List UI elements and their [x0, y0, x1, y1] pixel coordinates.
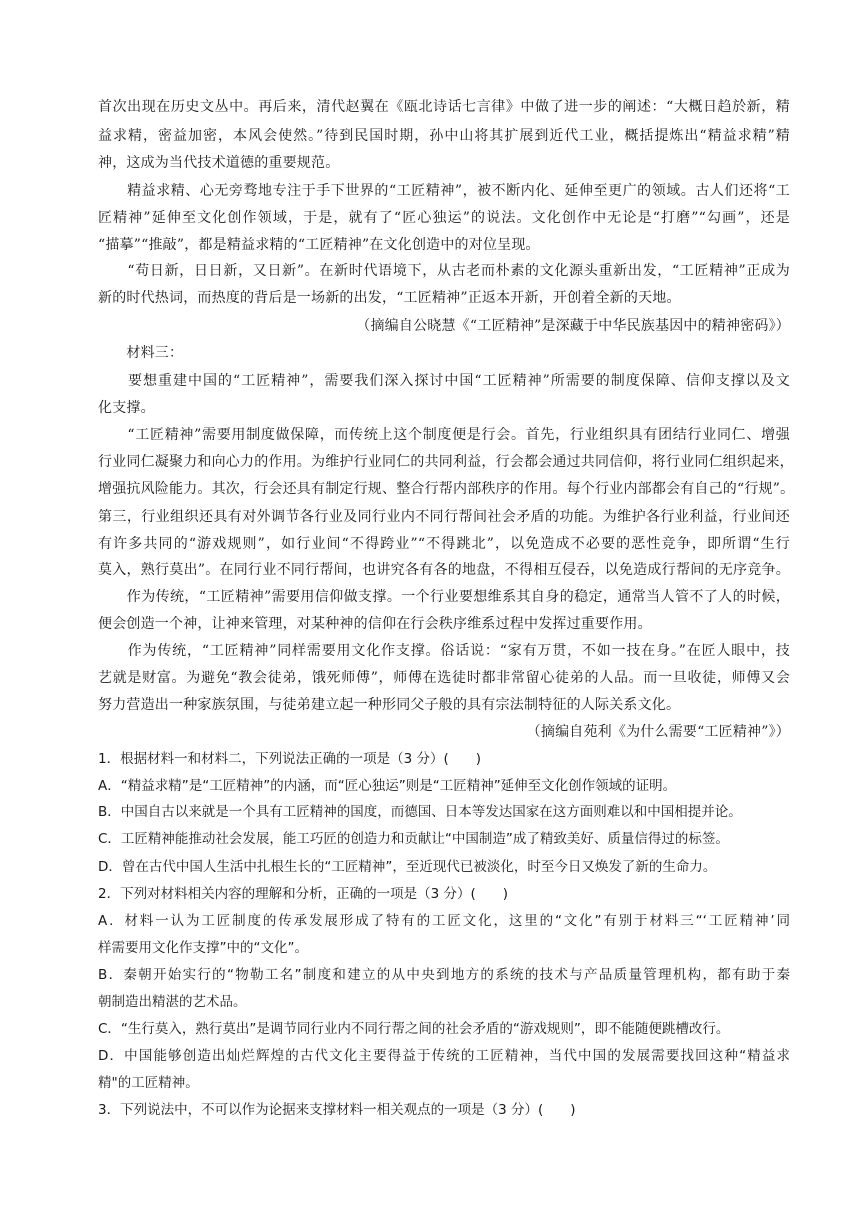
text-line: 行业同仁凝聚力和向心力的作用。为维护行业同仁的共同利益，行会都会通过共同信仰，将行业同仁组织起来， — [98, 454, 794, 470]
text-line: 艺就是财富。为避免“教会徒弟，饿死师傅”，师傅在选徒时都非常留心徒弟的人品。而一旦收徒，师傅又会 — [98, 670, 790, 686]
source-citation: （摘编自公晓慧《“工匠精神”是深藏于中华民族基因中的精神密码》） — [356, 318, 790, 334]
text-line: 作为传统，“工匠精神”需要用信仰做支撑。一个行业要想维系其自身的稳定，通常当人管不了人的时候， — [98, 589, 790, 605]
source-citation: （摘编自苑利《为什么需要“工匠精神”》） — [526, 724, 790, 740]
text-line: 努力营造出一种家族氛围，与徒弟建立起一种形同父子般的具有宗法制特征的人际关系文化。 — [98, 697, 681, 713]
option-d[interactable]: D．中国能够创造出灿烂辉煌的古代文化主要得益于传统的工匠精神，当代中国的发展需要找回这种“精益求 — [98, 1048, 790, 1064]
text-line: 要想重建中国的“工匠精神”，需要我们深入探讨中国“工匠精神”所需要的制度保障、信仰支撑以及文 — [98, 373, 790, 389]
text-line: 第三，行业组织还具有对外调节各行业及同行业内不同行帮间社会矛盾的功能。为维护各行业利益，行业间还 — [98, 509, 790, 525]
question-stem: 2．下列对材料相关内容的理解和分析，正确的一项是（3 分）( ) — [98, 886, 509, 902]
text-line: 首次出现在历史文丛中。再后来，清代赵翼在《瓯北诗话七言律》中做了进一步的阐述：“大概日趋於新，精 — [98, 99, 790, 115]
text-line: “苟日新，日日新，又日新”。在新时代语境下，从古老而朴素的文化源头重新出发，“工匠精神”正成为 — [98, 263, 790, 279]
text-line: 莫入，熟行莫出”。在同行业不同行帮间，也讲究各有各的地盘，不得相互侵吞，以免造成行帮间的无序竞争。 — [98, 562, 790, 578]
text-line: “工匠精神”需要用制度做保障，而传统上这个制度便是行会。首先，行业组织具有团结行业同仁、增强 — [98, 427, 790, 443]
option-a[interactable]: A．材料一认为工匠制度的传承发展形成了特有的工匠文化，这里的“文化”有别于材料三“‘工匠精神’同 — [98, 913, 790, 929]
option-d-cont[interactable]: 精"的工匠精神。 — [98, 1075, 199, 1091]
text-line: 新的时代热词，而热度的背后是一场新的出发，“工匠精神”正返本开新，开创着全新的天地。 — [98, 290, 681, 306]
text-line: 便会创造一个神，让神来管理，对某种神的信仰在行会秩序维系过程中发挥过重要作用。 — [98, 616, 652, 632]
text-line: 有许多共同的“游戏规则”，如行业间“不得跨业”“不得跳北”，以免造成不必要的恶性竞争，即所谓“生行 — [98, 536, 790, 552]
section-heading: 材料三： — [98, 345, 184, 361]
option-c[interactable]: C．工匠精神能推动社会发展，能工巧匠的创造力和贡献让“中国制造”成了精致美好、质量信得过的标签。 — [98, 831, 729, 847]
text-line: 增强抗风险能力。其次，行会还具有制定行规、整合行帮内部秩序的作用。每个行业内部都会有自己的“行规”。 — [98, 481, 795, 497]
question-stem: 3．下列说法中，不可以作为论据来支撑材料一相关观点的一项是（3 分）( ) — [98, 1102, 576, 1118]
option-a[interactable]: A．“精益求精”是“工匠精神”的内涵，而“匠心独运”则是“工匠精神”延伸至文化创作领域的证明。 — [98, 778, 677, 794]
question-stem: 1．根据材料一和材料二，下列说法正确的一项是（3 分）( ) — [98, 751, 482, 767]
text-line: 作为传统，“工匠精神”同样需要用文化作支撑。俗话说：“家有万贯，不如一技在身。”在匠人眼中，技 — [98, 643, 790, 659]
option-b[interactable]: B．秦朝开始实行的“物勒工名”制度和建立的从中央到地方的系统的技术与产品质量管理机构，都有助于秦 — [98, 967, 790, 983]
text-line: 匠精神”延伸至文化创作领域，于是，就有了“匠心独运”的说法。文化创作中无论是“打磨”“勾画”，还是 — [98, 210, 790, 226]
option-d[interactable]: D．曾在古代中国人生活中扎根生长的“工匠精神”，至近现代已被淡化，时至今日又焕发了新的生命力。 — [98, 859, 717, 875]
text-line: 精益求精、心无旁骛地专注于手下世界的“工匠精神”，被不断内化、延伸至更广的领域。古人们还将“工 — [98, 183, 790, 199]
text-line: 化支撑。 — [98, 400, 155, 416]
option-c[interactable]: C．“生行莫入，熟行莫出”是调节同行业内不同行帮之间的社会矛盾的“游戏规则”，即不能随便跳槽改行。 — [98, 1021, 730, 1037]
option-a-cont[interactable]: 样需要用文化作支撑”中的“文化”。 — [98, 940, 308, 956]
text-line: 益求精，密益加密，本风会使然。”待到民国时期，孙中山将其扩展到近代工业，概括提炼出“精益求精”精 — [98, 128, 790, 144]
option-b[interactable]: B．中国自古以来就是一个具有工匠精神的国度，而德国、日本等发达国家在这方面则难以和中国相提并论。 — [98, 804, 742, 820]
text-line: 神，这成为当代技术道德的重要规范。 — [98, 155, 340, 171]
text-line: “描摹”“推敲”，都是精益求精的“工匠精神”在文化创造中的对位呈现。 — [98, 237, 540, 253]
option-b-cont[interactable]: 朝制造出精湛的艺术品。 — [98, 994, 247, 1010]
